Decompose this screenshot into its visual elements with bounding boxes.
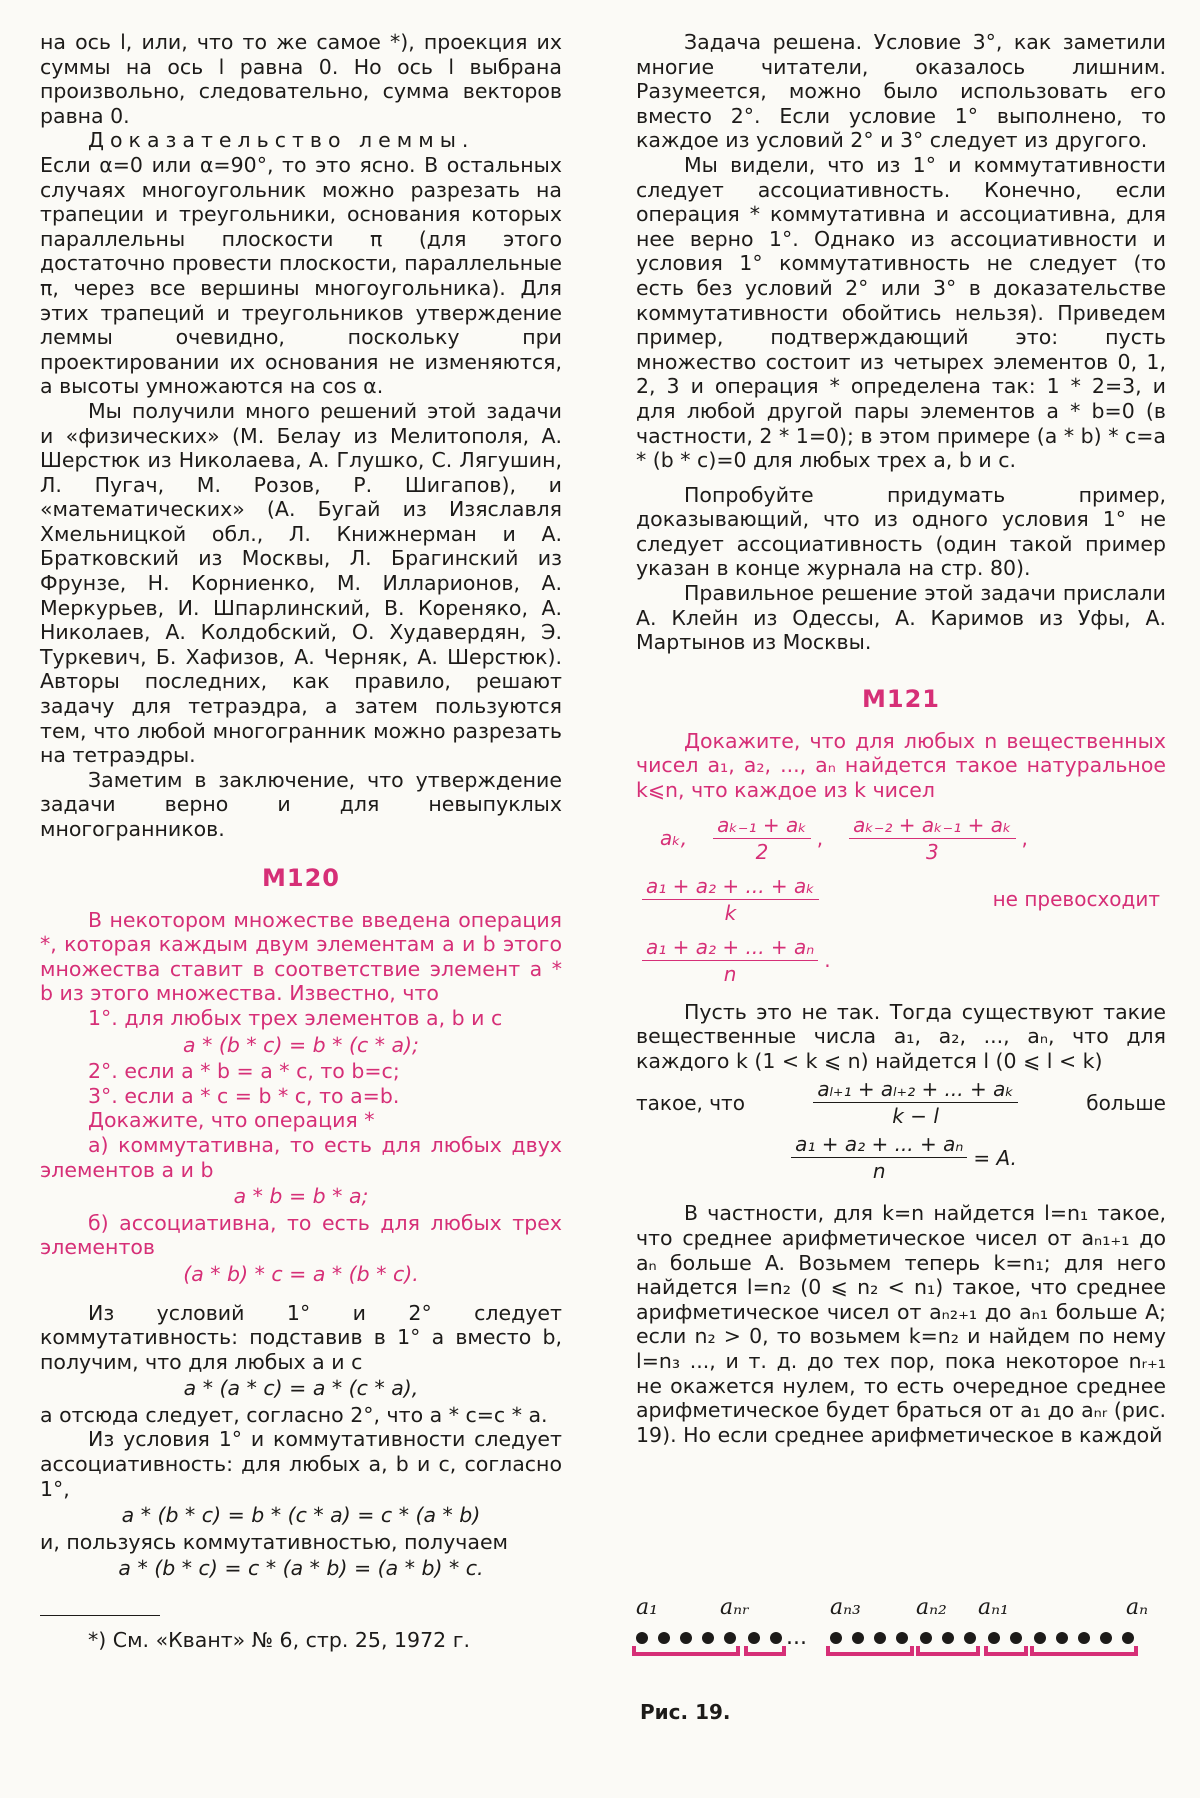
- figure-19: [628, 1588, 1168, 1708]
- term-ak: aₖ,: [660, 826, 688, 851]
- fig-label: aₙ₃: [830, 1595, 861, 1620]
- fraction-row: aₖ, $\frac{\text{aₖ₋₁ + aₖ}}{2}$ , $\frac{\text{aₖ₋₂ + aₖ₋₁ + aₖ}}{3}$ ,: [660, 812, 1028, 864]
- fraction: [791, 1132, 967, 1183]
- right-column: [636, 30, 1166, 1447]
- paragraph: Из условия 1° и коммутативности следует ассоциативность: для любых a, b и c, согласно 1°,: [40, 1427, 562, 1501]
- paragraph: В частности, для k=n найдется l=n₁ такое, что среднее арифметическое чисел от aₙ₁₊₁ до aₙ больше A. Возьмем теперь k=n₁; для него найдется l=n₂ (0 ⩽ n₂ < n₁) такое, что среднее арифметическое чисел от aₙ₂₊₁ до aₙ₁ больше A; если n₂ > 0, то возьмем k=n₂ и найдем по нему l=n₃ ..., и т. д. до тех пор, пока некоторое nᵣ₊₁ не окажется нулем, то есть очередное среднее арифметическое будет браться от a₁ до aₙᵣ (рис. 19). Но если среднее арифметическое в каждой: [636, 1201, 1166, 1447]
- paragraph: Правильное решение этой задачи прислали А. Клейн из Одессы, А. Каримов из Уфы, А. Мартынов из Москвы.: [636, 581, 1166, 655]
- paragraph: [40, 128, 562, 399]
- formula: a * b = b * a;: [233, 1184, 369, 1209]
- problem-title-m120: М120: [262, 863, 340, 892]
- condition-3: 3°. если a * c = b * c, то a=b.: [88, 1083, 400, 1108]
- paragraph: на ось l, или, что то же самое *), проекция их суммы на ось l равна 0. Но ось l выбрана произвольно, следовательно, сумма векторов равна 0.: [40, 30, 562, 128]
- paragraph: а отсюда следует, согласно 2°, что a * c=c * a.: [40, 1402, 548, 1427]
- numerator: aₖ₋₂ + aₖ₋₁ + aₖ: [849, 813, 1015, 839]
- paragraph: Из условий 1° и 2° следует коммутативность: подставив в 1° a вместо b, получим, что для любых a и c: [40, 1300, 562, 1374]
- prove-statement: Докажите, что операция *: [88, 1108, 375, 1133]
- paragraph: Мы получили много решений этой задачи и «физических» (М. Белау из Мелитополя, А. Шерстюк из Николаева, А. Глушко, С. Лягушин, Л. Пугач, М. Розов, Р. Шигапов), и «математических» (А. Бугай из Изяславля Хмельницкой обл., Л. Книжнерман и А. Братковский из Москвы, Л. Брагинский из Фрунзе, Н. Корниенко, М. Илларионов, А. Меркурьев, И. Шпарлинский, В. Кореняко, А. Николаев, А. Колдобский, О. Худавердян, Э. Туркевич, Б. Хафизов, А. Черняк, А. Шерстюк). Авторы последних, как правило, решают задачу для тетраэдра, а затем пользуются тем, что любой многогранник можно разрезать на тетраэдры.: [40, 398, 562, 768]
- fraction-row: [636, 1077, 1166, 1128]
- denominator: 3: [925, 839, 939, 864]
- such-that-text: такое, что: [636, 1090, 745, 1115]
- formula: a * (b * c) = b * (c * a);: [183, 1032, 419, 1057]
- numerator: aₗ₊₁ + aₗ₊₂ + ... + aₖ: [813, 1077, 1018, 1103]
- figure-caption: Рис. 19.: [640, 1700, 731, 1724]
- denominator: 2: [755, 839, 769, 864]
- fig-label: aₙ₂: [916, 1595, 947, 1620]
- formula: (a * b) * c = a * (b * c).: [183, 1261, 419, 1286]
- problem-title-m121: М121: [862, 684, 940, 713]
- paragraph: Задача решена. Условие 3°, как заметили многие читатели, оказалось лишним. Разумеется, можно было использовать его вместо 2°. Если условие 1° выполнено, то каждое из условий 2° и 3° следует из другого.: [636, 30, 1166, 153]
- fraction-row: [636, 874, 1166, 925]
- numerator: aₖ₋₁ + aₖ: [713, 813, 811, 839]
- fig-ellipsis: ...: [786, 1625, 807, 1650]
- fraction: [813, 1077, 1018, 1128]
- paragraph: Заметим в заключение, что утверждение задачи верно и для невыпуклых многогранников.: [40, 767, 562, 841]
- left-column: [40, 30, 562, 1653]
- proof-text: Если α=0 или α=90°, то это ясно. В остальных случаях многоугольник можно разрезать на трапеции и треугольники, основания которых параллельны плоскости π (для этого достаточно провести плоскости, параллельные π, через все вершины многоугольника). Для этих трапеций и треугольников утверждение леммы очевидно, поскольку при проектировании их основания не изменяются, а высоты умножаются на cos α.: [40, 152, 562, 399]
- denominator: n: [723, 961, 737, 986]
- numerator: a₁ + a₂ + ... + aₙ: [791, 1132, 967, 1158]
- formula: a * (b * c) = c * (a * b) = (a * b) * c.: [118, 1556, 484, 1581]
- footnote-rule: [40, 1615, 160, 1616]
- denominator: n: [872, 1159, 886, 1184]
- equals-a: = A.: [973, 1145, 1017, 1170]
- paragraph: Мы видели, что из 1° и коммутативности следует ассоциативность. Конечно, если операция * коммутативна и ассоциативна, для нее верно 1°. Однако из ассоциативности и условия 1° коммутативность не следует (то есть без условий 2° или 3° в доказательстве коммутативности обойтись нельзя). Приведем пример, подтверждающий это: пусть множество состоит из четырех элементов 0, 1, 2, 3 и операция * определена так: 1 * 2=3, и для любой другой пары элементов a * b=0 (в частности, 2 * 1=0); в этом примере (a * b) * c=a * (b * c)=0 для любых трех a, b и c.: [636, 152, 1166, 473]
- numerator: a₁ + a₂ + ... + aₖ: [642, 874, 819, 900]
- fraction: [642, 874, 819, 925]
- condition-2: 2°. если a * b = a * c, то b=c;: [88, 1059, 400, 1084]
- fig-label: a₁: [636, 1595, 658, 1620]
- problem-intro: В некотором множестве введена операция *, которая каждым двум элементам a и b этого множества ставит в соответствие элемент a * b из этого множества. Известно, что: [40, 907, 562, 1006]
- more-text: больше: [1086, 1090, 1166, 1115]
- fraction: [713, 813, 811, 864]
- part-a: а) коммутативна, то есть для любых двух элементов a и b: [40, 1132, 562, 1182]
- fig-label: aₙᵣ: [720, 1595, 750, 1620]
- fig-label: aₙ: [1126, 1595, 1149, 1620]
- fraction-row: [636, 1132, 1166, 1183]
- proof-title: Доказательство леммы.: [88, 128, 475, 153]
- problem-intro: Докажите, что для любых n вещественных чисел a₁, a₂, ..., aₙ найдется такое натуральное k⩽n, что каждое из k чисел: [636, 728, 1166, 803]
- not-exceed-text: не превосходит: [992, 887, 1160, 912]
- fraction: [849, 813, 1015, 864]
- formula: a * (a * c) = a * (c * a),: [183, 1376, 419, 1401]
- denominator: k − l: [892, 1104, 939, 1129]
- footnote: *) См. «Квант» № 6, стр. 25, 1972 г.: [88, 1628, 470, 1653]
- paragraph: Пусть это не так. Тогда существуют такие вещественные числа a₁, a₂, ..., aₙ, что для каждого k (1 < k ⩽ n) найдется l (0 ⩽ l < k): [636, 999, 1166, 1073]
- paragraph: и, пользуясь коммутативностью, получаем: [40, 1529, 509, 1554]
- formula: a * (b * c) = b * (c * a) = c * (a * b): [121, 1503, 481, 1528]
- part-b: б) ассоциативна, то есть для любых трех элементов: [40, 1210, 562, 1260]
- fraction-row: $\frac{\text{a₁ + a₂ + ... + aₙ}}{n}$ .: [636, 935, 1166, 986]
- numerator: a₁ + a₂ + ... + aₙ: [642, 935, 818, 961]
- paragraph: Попробуйте придумать пример, доказывающий, что из одного условия 1° не следует ассоциативность (один такой пример указан в конце журнала на стр. 80).: [636, 482, 1166, 581]
- fig-label: aₙ₁: [978, 1595, 1009, 1620]
- denominator: k: [724, 900, 737, 925]
- fraction: [642, 935, 818, 986]
- condition-1: 1°. для любых трех элементов a, b и c: [88, 1005, 503, 1030]
- problem-m120: [40, 908, 562, 1287]
